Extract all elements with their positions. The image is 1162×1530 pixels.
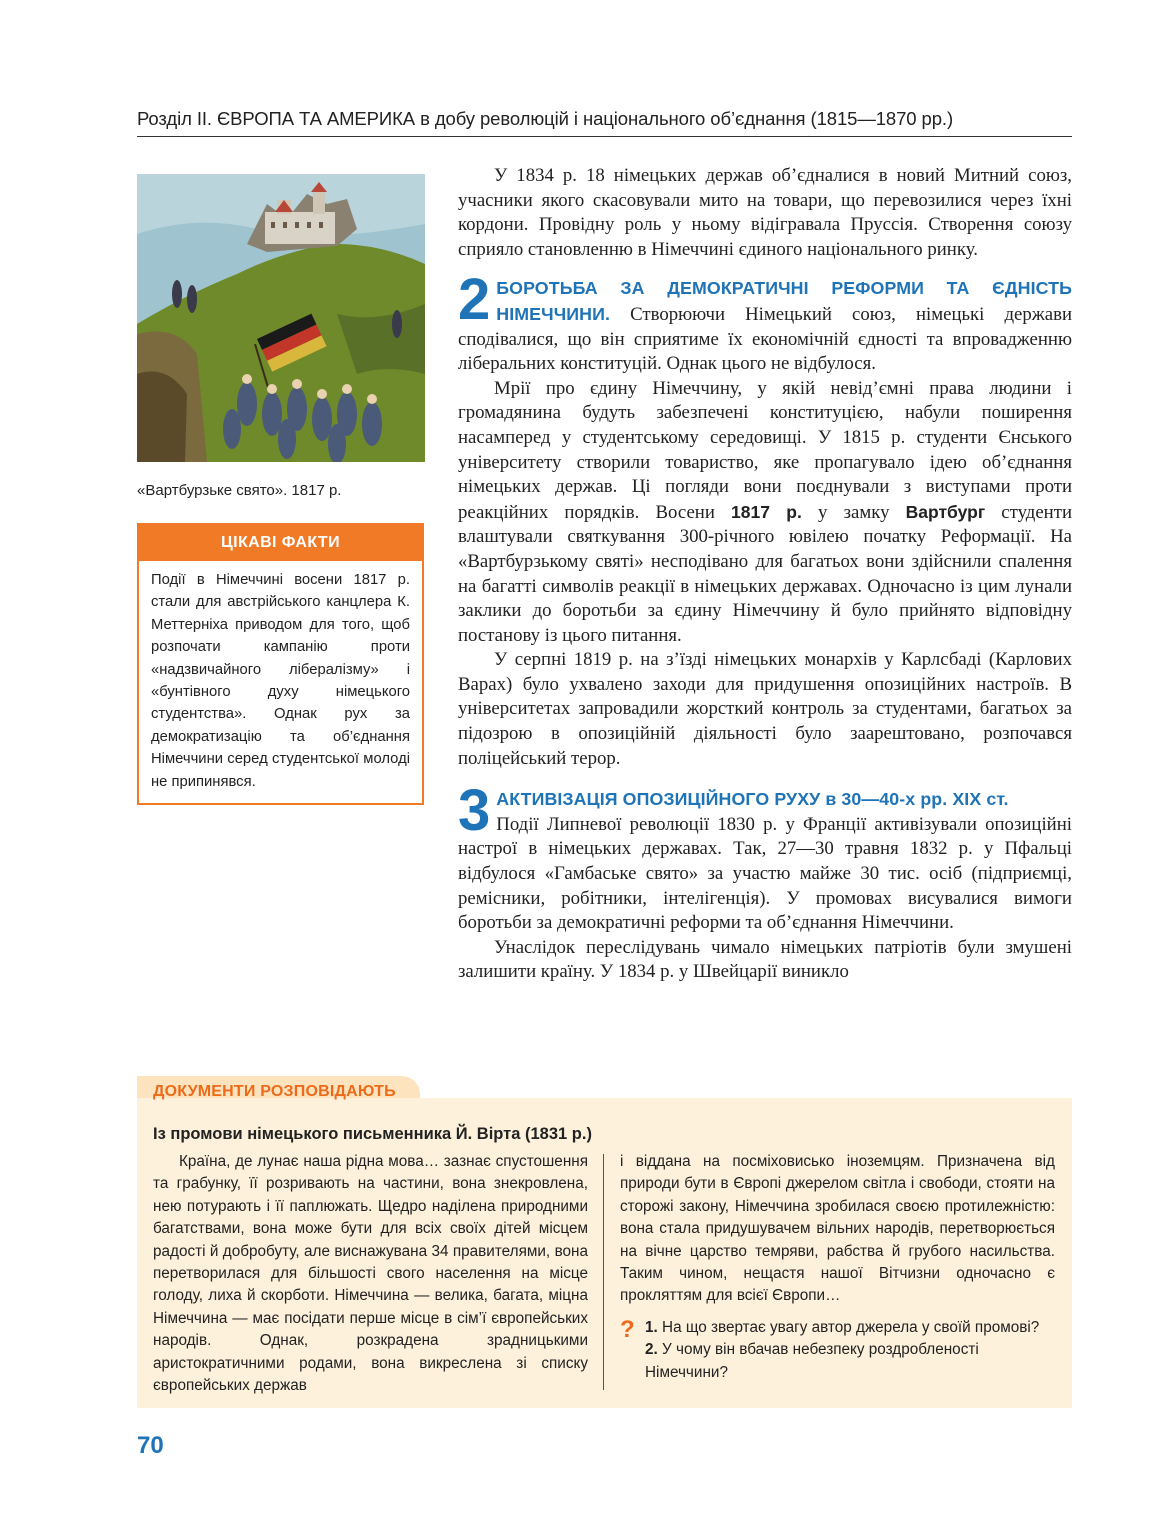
document-title: Із промови німецького письменника Й. Вірта (1831 р.) (153, 1125, 592, 1143)
question-2-number: 2. (645, 1341, 658, 1359)
document-text-right: і віддана на посміховисько іноземцям. Призначена від природи бути в Європі джерелом світла і свободи, стояти на сторожі закону, Німеччина зробилася своєю протилежністю: вона стала придушувачем вільних народів, перетворюється на вічне царство темряви, рабства й грубого насильства. Таким чином, нещастя нашої Вітчизни одночасно є прокляттям для всієї Європи… (620, 1153, 1055, 1305)
facts-heading: ЦІКАВІ ФАКТИ (139, 525, 422, 561)
question-1-text: На що звертає увагу автор джерела у своїй промові? (657, 1319, 1040, 1336)
question-2-text: У чому він вбачав небезпеку роздробленості Німеччини? (645, 1341, 979, 1381)
facts-text: Події в Німеччині восени 1817 р. стали для австрійського канцлера К. Меттерніха приводом для того, щоб розпочати кампанію проти «надзвичайного лібералізму» і «бунтівного духу німецького студентства». Однак рух за демократизацію та об’єднання Німеччини серед студентської молоді не припинявся. (151, 572, 410, 790)
section-2-number: 2 (458, 267, 491, 333)
section-3-number: 3 (458, 778, 491, 844)
section-2-paragraph-1 (458, 377, 1072, 649)
section-3-lead (458, 778, 1072, 936)
documents-heading: ДОКУМЕНТИ РОЗПОВІДАЮТЬ (153, 1083, 396, 1100)
illustration-caption: «Вартбурзьке свято». 1817 р. (137, 482, 342, 499)
section-3-lead-text: Події Липневої революції 1830 р. у Франції активізували опозиційні настрої в німецьких державах. Так, 27—30 травня 1832 р. у Пфальці відбулося «Гамбаське свято» за участю майже 30 тис. осіб (підприємці, ремісники, робітники, інтелігенція). У промовах висувалися вимоги боротьби за демократичні реформи та об’єднання Німеччини. (458, 813, 1072, 934)
intro-paragraph: У 1834 р. 18 німецьких держав об’єдналися в новий Митний союз, учасники якого скасовували мито на товари, що перевозилися через їхні кордони. Провідну роль у ньому відігравала Пруссія. Створення союзу сприяло становленню в Німеччині єдиного національного ринку. (458, 165, 1072, 260)
s2p1-text: Мрії про єдину Німеччину, у якій невід’ємні права людини і громадянина будуть забезпечені конституцією, набули поширення насамперед у студентському середовищі. У 1815 р. студенти Єнського університету створили товариство, яке пропагувало ідею об’єднання німецьких держав. Ці погляди вони поєднували з виступами проти реакційних порядків. Восени (458, 377, 1072, 523)
main-text-column (458, 164, 1072, 985)
section-3 (458, 778, 1072, 985)
s2p1-end: студенти влаштували святкування 300-річного ювілею початку Реформації. На «Вартбурзькому святі» несподівано для багатьох вони здійснили спалення на багатті символів реакції в німецьких державах. Одночасно із цим лунали заклики до боротьби за єдину Німеччину й було прийнято відповідну постанову із цього питання. (458, 501, 1072, 646)
page-number: 70 (137, 1432, 164, 1459)
illustration-svg (137, 174, 425, 462)
section-2-title: БОРОТЬБА ЗА ДЕМОКРАТИЧНІ РЕФОРМИ ТА ЄДНІСТЬ НІМЕЧЧИНИ. (496, 278, 1072, 324)
date-1817: 1817 р. (731, 501, 802, 522)
section-2-paragraph-2: У серпні 1819 р. на з’їзді німецьких монархів у Карлсбаді (Карлових Варах) було ухвалено заходи для придушення опозиційних настроїв. В університетах запровадили жорсткий контроль за студентами, багатьох за підозрою в опозиційній діяльності було заарештовано, розпочався поліцейський терор. (458, 649, 1072, 769)
document-questions (645, 1317, 1055, 1384)
wartburg-festival-illustration (137, 174, 425, 462)
section-2 (458, 267, 1072, 771)
wartburg-term: Вартбург (905, 501, 986, 522)
section-3-title: АКТИВІЗАЦІЯ ОПОЗИЦІЙНОГО РУХУ в 30—40-х рр. XIX ст. (496, 789, 1009, 810)
question-mark-icon: ? (620, 1316, 635, 1343)
section-2-lead (458, 267, 1072, 376)
question-1-number: 1. (645, 1319, 658, 1336)
column-divider (603, 1154, 604, 1390)
interesting-facts-box (137, 523, 424, 805)
header-rule (137, 136, 1072, 137)
document-text-left: Країна, де лунає наша рідна мова… зазнає спустошення та грабунку, її розривають на частини, вона знекровлена, нею потурають і її паплюжать. Щедро наділена природними багатствами, вона може бути для всіх своїх дітей місцем радості й добробуту, але виснажувана 34 правителями, вона перетворилася для більшості свого населення на місце голоду, лиха й скорботи. Німеччина — велика, багата, міцна Німеччина — має посідати перше місце в сім’ї європейських народів. Однак, розкрадена зрадницькими аристократичними родами, вона викреслена зі списку європейських держав (153, 1153, 588, 1395)
running-head: Розділ ІІ. ЄВРОПА ТА АМЕРИКА в добу революцій і національного об’єднання (1815—1870 рр.) (137, 108, 954, 129)
section-2-lead-text: Створюючи Німецький союз, німецькі держави сподівалися, що він сприятиме їх економічній єдності та впровадженню ліберальних конституцій. Однак цього не відбулося. (458, 303, 1072, 375)
s2p1-mid: у замку (801, 501, 906, 523)
section-3-paragraph-1: Унаслідок переслідувань чимало німецьких патріотів були змушені залишити країну. У 1834 р. у Швейцарії виникло (458, 936, 1072, 983)
